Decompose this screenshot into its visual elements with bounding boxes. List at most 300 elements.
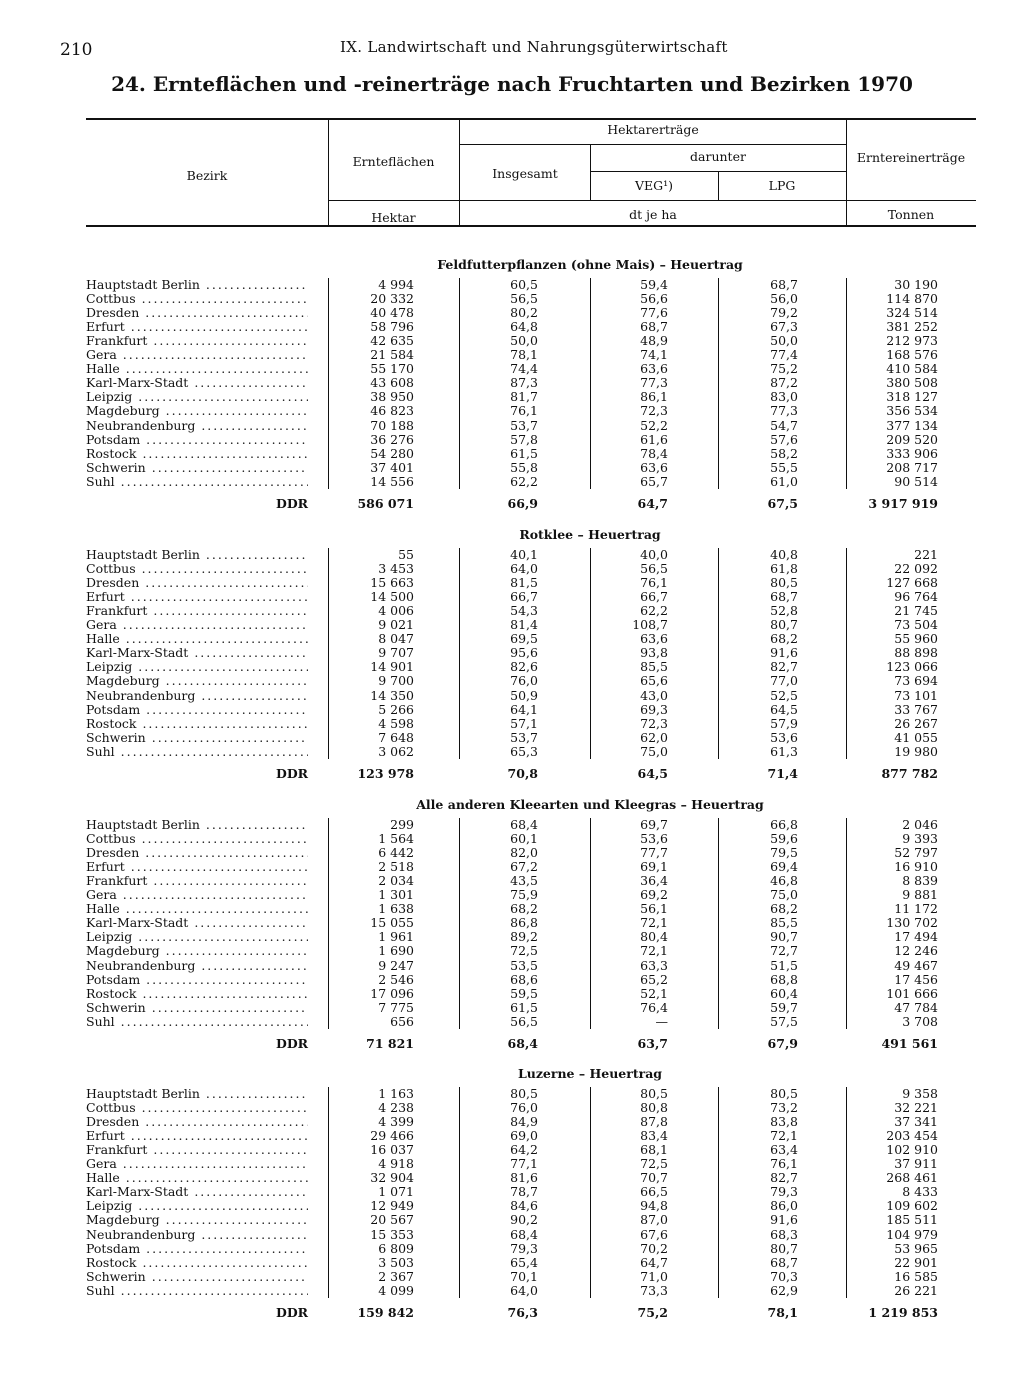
- bezirk-name: Hauptstadt Berlin .....: [86, 278, 308, 292]
- veg-value: 68,7: [640, 319, 668, 335]
- table-row: [86, 447, 976, 461]
- erntereinertrag-value: 73 504: [894, 617, 938, 633]
- veg-value: 65,6: [640, 673, 668, 689]
- veg-value: 73,3: [640, 1282, 668, 1298]
- bezirk-name: Magdeburg .....: [86, 404, 308, 418]
- insgesamt-value: 87,3: [510, 375, 538, 391]
- veg-value: —: [655, 1013, 668, 1029]
- insgesamt-value: 69,0: [510, 1128, 538, 1144]
- insgesamt-value: 86,8: [510, 915, 538, 931]
- ernteflaeche-value: 2 034: [378, 873, 414, 889]
- lpg-value: 80,5: [770, 575, 798, 591]
- insgesamt-value: 81,6: [510, 1170, 538, 1186]
- veg-value: 77,7: [640, 845, 668, 861]
- lpg-value: 46,8: [770, 873, 798, 889]
- ernteflaeche-value: 2 546: [378, 971, 414, 987]
- column-rule: [590, 818, 591, 1029]
- erntereinertrag-value: 208 717: [886, 459, 938, 475]
- insgesamt-value: 81,7: [510, 389, 538, 405]
- lpg-value: 76,1: [770, 1156, 798, 1172]
- bezirk-name: Rostock .....: [86, 987, 308, 1001]
- ernteflaeche-value: 586 071: [357, 495, 414, 511]
- bezirk-name: Schwerin .....: [86, 1270, 308, 1284]
- lpg-value: 83,8: [770, 1114, 798, 1130]
- veg-value: 72,3: [640, 403, 668, 419]
- insgesamt-value: 79,3: [510, 1240, 538, 1256]
- erntereinertrag-value: 410 584: [886, 361, 938, 377]
- table-row: [86, 548, 976, 562]
- erntereinertrag-value: 17 494: [894, 929, 938, 945]
- table-row: [86, 1157, 976, 1171]
- lpg-value: 63,4: [770, 1142, 798, 1158]
- veg-value: 56,6: [640, 291, 668, 307]
- lpg-value: 78,1: [767, 1304, 798, 1320]
- veg-value: 72,1: [640, 943, 668, 959]
- table-row: [86, 1129, 976, 1143]
- table-row: [86, 433, 976, 447]
- column-rule: [459, 548, 460, 759]
- lpg-value: 90,7: [770, 929, 798, 945]
- bezirk-name: Magdeburg .....: [86, 674, 308, 688]
- lpg-value: 61,3: [770, 743, 798, 759]
- table-row: [86, 930, 976, 944]
- ernteflaeche-value: 4 238: [378, 1100, 414, 1116]
- table-row: [86, 874, 976, 888]
- erntereinertrag-value: 127 668: [886, 575, 938, 591]
- col-insgesamt: Insgesamt: [492, 166, 558, 181]
- insgesamt-value: 50,0: [510, 333, 538, 349]
- column-rule: [718, 1087, 719, 1298]
- lpg-value: 68,7: [770, 589, 798, 605]
- table-row: [86, 376, 976, 390]
- table-row: [86, 959, 976, 973]
- bezirk-name: Potsdam .....: [86, 703, 308, 717]
- table-row: [86, 475, 976, 489]
- insgesamt-value: 64,0: [510, 1282, 538, 1298]
- table-row: [86, 419, 976, 433]
- lpg-value: 67,3: [770, 319, 798, 335]
- ernteflaeche-value: 4 994: [378, 277, 414, 292]
- veg-value: 66,5: [640, 1184, 668, 1200]
- ernteflaeche-value: 29 466: [370, 1128, 414, 1144]
- erntereinertrag-value: 2 046: [902, 817, 938, 832]
- insgesamt-value: 70,1: [510, 1268, 538, 1284]
- table-row: [86, 1015, 976, 1029]
- erntereinertrag-value: 3 917 919: [868, 495, 938, 511]
- ernteflaeche-value: 123 978: [357, 765, 414, 781]
- veg-value: 83,4: [640, 1128, 668, 1144]
- erntereinertrag-value: 33 767: [894, 701, 938, 717]
- veg-value: 40,0: [640, 547, 668, 562]
- veg-value: 48,9: [640, 333, 668, 349]
- veg-value: 63,3: [640, 957, 668, 973]
- insgesamt-value: 68,6: [510, 971, 538, 987]
- insgesamt-value: 82,0: [510, 845, 538, 861]
- column-rule: [590, 278, 591, 489]
- veg-value: 56,1: [640, 901, 668, 917]
- bezirk-name: Leipzig .....: [86, 390, 308, 404]
- column-rule: [459, 278, 460, 489]
- insgesamt-value: 76,1: [510, 403, 538, 419]
- lpg-value: 68,2: [770, 901, 798, 917]
- table-row: [86, 1001, 976, 1015]
- bezirk-name: Dresden .....: [86, 306, 308, 320]
- bezirk-name: Neubrandenburg .....: [86, 419, 308, 433]
- table-row: [86, 703, 976, 717]
- erntereinertrag-value: 12 246: [894, 943, 938, 959]
- veg-value: 64,5: [637, 765, 668, 781]
- table-row: [86, 334, 976, 348]
- ernteflaeche-value: 2 518: [378, 859, 414, 875]
- insgesamt-value: 53,5: [510, 957, 538, 973]
- table-row: [86, 292, 976, 306]
- lpg-value: 68,7: [770, 1254, 798, 1270]
- bezirk-name: Halle .....: [86, 1171, 308, 1185]
- insgesamt-value: 78,7: [510, 1184, 538, 1200]
- ernteflaeche-value: 3 453: [378, 561, 414, 577]
- running-title: IX. Landwirtschaft und Nahrungsgüterwirtschaft: [340, 38, 728, 56]
- veg-value: 66,7: [640, 589, 668, 605]
- veg-value: 85,5: [640, 659, 668, 675]
- table-row: [86, 973, 976, 987]
- col-veg: VEG¹): [634, 178, 674, 193]
- insgesamt-value: 65,4: [510, 1254, 538, 1270]
- erntereinertrag-value: 88 898: [894, 645, 938, 661]
- erntereinertrag-value: 19 980: [894, 743, 938, 759]
- bezirk-name: Leipzig .....: [86, 930, 308, 944]
- insgesamt-value: 68,4: [510, 1226, 538, 1242]
- bezirk-name: Magdeburg .....: [86, 1213, 308, 1227]
- veg-value: 71,0: [640, 1268, 668, 1284]
- total-label: DDR: [276, 765, 309, 781]
- veg-value: 64,7: [637, 495, 668, 511]
- column-rule: [459, 1087, 460, 1298]
- veg-value: 80,4: [640, 929, 668, 945]
- bezirk-name: Suhl .....: [86, 1015, 308, 1029]
- bezirk-name: Neubrandenburg .....: [86, 1228, 308, 1242]
- bezirk-name: Suhl .....: [86, 1284, 308, 1298]
- ernteflaeche-value: 7 648: [378, 729, 414, 745]
- veg-value: 72,3: [640, 715, 668, 731]
- erntereinertrag-value: 114 870: [886, 291, 938, 307]
- veg-value: 72,1: [640, 915, 668, 931]
- table-row: [86, 1284, 976, 1298]
- veg-value: 64,7: [640, 1254, 668, 1270]
- veg-value: 86,1: [640, 389, 668, 405]
- erntereinertrag-value: 73 694: [894, 673, 938, 689]
- insgesamt-value: 60,1: [510, 831, 538, 847]
- total-label: DDR: [276, 1304, 309, 1320]
- ernteflaeche-value: 15 055: [370, 915, 414, 931]
- bezirk-name: Rostock .....: [86, 447, 308, 461]
- erntereinertrag-value: 30 190: [894, 277, 938, 292]
- bezirk-name: Gera .....: [86, 618, 308, 632]
- veg-value: 76,1: [640, 575, 668, 591]
- lpg-value: 55,5: [770, 459, 798, 475]
- col-ernteflaechen: Ernteflächen: [352, 154, 435, 169]
- bezirk-name: Schwerin .....: [86, 731, 308, 745]
- lpg-value: 52,5: [770, 687, 798, 703]
- ernteflaeche-value: 58 796: [370, 319, 414, 335]
- col-lpg: LPG: [768, 178, 796, 193]
- bezirk-name: Dresden .....: [86, 1115, 308, 1129]
- veg-value: 77,6: [640, 305, 668, 321]
- lpg-value: 54,7: [770, 417, 798, 433]
- insgesamt-value: 82,6: [510, 659, 538, 675]
- bezirk-name: Neubrandenburg .....: [86, 959, 308, 973]
- insgesamt-value: 74,4: [510, 361, 538, 377]
- table-row: [86, 1270, 976, 1284]
- lpg-value: 85,5: [770, 915, 798, 931]
- bezirk-name: Karl-Marx-Stadt .....: [86, 916, 308, 930]
- erntereinertrag-value: 16 910: [894, 859, 938, 875]
- insgesamt-value: 80,5: [510, 1086, 538, 1101]
- lpg-value: 59,7: [770, 999, 798, 1015]
- lpg-value: 77,4: [770, 347, 798, 363]
- unit-dt-je-ha: dt je ha: [629, 207, 677, 222]
- ernteflaeche-value: 15 353: [370, 1226, 414, 1242]
- table-row: [86, 576, 976, 590]
- column-rule: [846, 548, 847, 759]
- lpg-value: 79,5: [770, 845, 798, 861]
- insgesamt-value: 64,0: [510, 561, 538, 577]
- ernteflaeche-value: 1 301: [378, 887, 414, 903]
- erntereinertrag-value: 53 965: [894, 1240, 938, 1256]
- table-row: [86, 320, 976, 334]
- table-row: [86, 944, 976, 958]
- bezirk-name: Schwerin .....: [86, 461, 308, 475]
- ernteflaeche-value: 14 556: [370, 473, 414, 489]
- column-rule: [459, 818, 460, 1029]
- table-row: [86, 1143, 976, 1157]
- insgesamt-value: 64,1: [510, 701, 538, 717]
- table-row: [86, 1101, 976, 1115]
- bezirk-name: Cottbus .....: [86, 292, 308, 306]
- ernteflaeche-value: 55: [398, 547, 414, 562]
- insgesamt-value: 76,0: [510, 673, 538, 689]
- veg-value: 74,1: [640, 347, 668, 363]
- ernteflaeche-value: 299: [390, 817, 414, 832]
- veg-value: 76,4: [640, 999, 668, 1015]
- bezirk-name: Halle .....: [86, 902, 308, 916]
- col-darunter: darunter: [690, 149, 746, 164]
- erntereinertrag-value: 268 461: [886, 1170, 938, 1186]
- lpg-value: 68,7: [770, 277, 798, 292]
- ernteflaeche-value: 43 608: [370, 375, 414, 391]
- col-hektarertraege: Hektarerträge: [607, 122, 699, 137]
- table-row: [86, 306, 976, 320]
- table-row: [86, 618, 976, 632]
- bezirk-name: Magdeburg .....: [86, 944, 308, 958]
- veg-value: 59,4: [640, 277, 668, 292]
- erntereinertrag-value: 22 901: [894, 1254, 938, 1270]
- header-top-rule: [86, 118, 976, 120]
- insgesamt-value: 78,1: [510, 347, 538, 363]
- lpg-value: 50,0: [770, 333, 798, 349]
- veg-value: 75,0: [640, 743, 668, 759]
- column-rule: [328, 548, 329, 759]
- table-row: [86, 660, 976, 674]
- bezirk-name: Suhl .....: [86, 745, 308, 759]
- column-rule: [718, 548, 719, 759]
- lpg-value: 82,7: [770, 659, 798, 675]
- insgesamt-value: 60,5: [510, 277, 538, 292]
- insgesamt-value: 80,2: [510, 305, 538, 321]
- erntereinertrag-value: 32 221: [894, 1100, 938, 1116]
- column-rule: [846, 1087, 847, 1298]
- ernteflaeche-value: 159 842: [357, 1304, 414, 1320]
- table-row: [86, 916, 976, 930]
- lpg-value: 61,8: [770, 561, 798, 577]
- insgesamt-value: 90,2: [510, 1212, 538, 1228]
- veg-value: 72,5: [640, 1156, 668, 1172]
- veg-value: 80,8: [640, 1100, 668, 1116]
- ernteflaeche-value: 36 276: [370, 431, 414, 447]
- lpg-value: 68,3: [770, 1226, 798, 1242]
- ernteflaeche-value: 9 700: [378, 673, 414, 689]
- lpg-value: 60,4: [770, 985, 798, 1001]
- ernteflaeche-value: 37 401: [370, 459, 414, 475]
- table-row: [86, 717, 976, 731]
- total-label: DDR: [276, 495, 309, 511]
- ernteflaeche-value: 42 635: [370, 333, 414, 349]
- unit-tonnen: Tonnen: [887, 207, 935, 222]
- bezirk-name: Neubrandenburg .....: [86, 689, 308, 703]
- ernteflaeche-value: 15 663: [370, 575, 414, 591]
- ernteflaeche-value: 4 918: [378, 1156, 414, 1172]
- bezirk-name: Gera .....: [86, 1157, 308, 1171]
- table-row: [86, 1115, 976, 1129]
- veg-value: 62,0: [640, 729, 668, 745]
- bezirk-name: Halle .....: [86, 362, 308, 376]
- veg-value: 94,8: [640, 1198, 668, 1214]
- lpg-value: 75,2: [770, 361, 798, 377]
- lpg-value: 57,5: [770, 1013, 798, 1029]
- lpg-value: 68,2: [770, 631, 798, 647]
- erntereinertrag-value: 37 911: [894, 1156, 938, 1172]
- lpg-value: 91,6: [770, 1212, 798, 1228]
- column-rule: [590, 1087, 591, 1298]
- insgesamt-value: 57,1: [510, 715, 538, 731]
- insgesamt-value: 84,6: [510, 1198, 538, 1214]
- table-row: [86, 632, 976, 646]
- erntereinertrag-value: 22 092: [894, 561, 938, 577]
- insgesamt-value: 40,1: [510, 547, 538, 562]
- erntereinertrag-value: 52 797: [894, 845, 938, 861]
- lpg-value: 53,6: [770, 729, 798, 745]
- table-row: [86, 1213, 976, 1227]
- erntereinertrag-value: 47 784: [894, 999, 938, 1015]
- lpg-value: 77,3: [770, 403, 798, 419]
- insgesamt-value: 65,3: [510, 743, 538, 759]
- ernteflaeche-value: 40 478: [370, 305, 414, 321]
- lpg-value: 72,1: [770, 1128, 798, 1144]
- ernteflaeche-value: 32 904: [370, 1170, 414, 1186]
- erntereinertrag-value: 16 585: [894, 1268, 938, 1284]
- ernteflaeche-value: 8 047: [378, 631, 414, 647]
- insgesamt-value: 89,2: [510, 929, 538, 945]
- insgesamt-value: 59,5: [510, 985, 538, 1001]
- lpg-value: 71,4: [767, 765, 798, 781]
- ernteflaeche-value: 4 598: [378, 715, 414, 731]
- erntereinertrag-value: 37 341: [894, 1114, 938, 1130]
- veg-value: 70,7: [640, 1170, 668, 1186]
- ernteflaeche-value: 9 247: [378, 957, 414, 973]
- table-row: [86, 404, 976, 418]
- lpg-value: 75,0: [770, 887, 798, 903]
- insgesamt-value: 66,7: [510, 589, 538, 605]
- lpg-value: 57,9: [770, 715, 798, 731]
- insgesamt-value: 67,2: [510, 859, 538, 875]
- lpg-value: 59,6: [770, 831, 798, 847]
- lpg-value: 91,6: [770, 645, 798, 661]
- section-title: Rotklee – Heuertrag: [519, 527, 661, 542]
- table-row: [86, 846, 976, 860]
- lpg-value: 67,5: [767, 495, 798, 511]
- veg-value: 65,7: [640, 473, 668, 489]
- ernteflaeche-value: 6 809: [378, 1240, 414, 1256]
- bezirk-name: Leipzig .....: [86, 1199, 308, 1213]
- table-row: [86, 390, 976, 404]
- ernteflaeche-value: 2 367: [378, 1268, 414, 1284]
- lpg-value: 73,2: [770, 1100, 798, 1116]
- erntereinertrag-value: 104 979: [886, 1226, 938, 1242]
- column-rule: [328, 1087, 329, 1298]
- ernteflaeche-value: 14 901: [370, 659, 414, 675]
- bezirk-name: Erfurt .....: [86, 590, 308, 604]
- table-row: [86, 818, 976, 832]
- veg-value: 36,4: [640, 873, 668, 889]
- lpg-value: 79,2: [770, 305, 798, 321]
- lpg-value: 68,8: [770, 971, 798, 987]
- veg-value: 56,5: [640, 561, 668, 577]
- erntereinertrag-value: 318 127: [886, 389, 938, 405]
- insgesamt-value: 43,5: [510, 873, 538, 889]
- column-rule: [846, 818, 847, 1029]
- insgesamt-value: 56,5: [510, 291, 538, 307]
- erntereinertrag-value: 333 906: [886, 445, 938, 461]
- erntereinertrag-value: 41 055: [894, 729, 938, 745]
- insgesamt-value: 64,8: [510, 319, 538, 335]
- lpg-value: 69,4: [770, 859, 798, 875]
- veg-value: 69,1: [640, 859, 668, 875]
- table-row: [86, 987, 976, 1001]
- insgesamt-value: 62,2: [510, 473, 538, 489]
- insgesamt-value: 76,3: [507, 1304, 538, 1320]
- veg-value: 43,0: [640, 687, 668, 703]
- veg-value: 63,6: [640, 361, 668, 377]
- insgesamt-value: 68,4: [510, 817, 538, 832]
- insgesamt-value: 53,7: [510, 417, 538, 433]
- lpg-value: 61,0: [770, 473, 798, 489]
- insgesamt-value: 68,2: [510, 901, 538, 917]
- ernteflaeche-value: 17 096: [370, 985, 414, 1001]
- insgesamt-value: 53,7: [510, 729, 538, 745]
- lpg-value: 67,9: [767, 1035, 798, 1051]
- lpg-value: 82,7: [770, 1170, 798, 1186]
- bezirk-name: Hauptstadt Berlin .....: [86, 818, 308, 832]
- total-label: DDR: [276, 1035, 309, 1051]
- bezirk-name: Erfurt .....: [86, 1129, 308, 1143]
- lpg-value: 58,2: [770, 445, 798, 461]
- table-row: [86, 902, 976, 916]
- erntereinertrag-value: 26 267: [894, 715, 938, 731]
- lpg-value: 62,9: [770, 1282, 798, 1298]
- veg-value: 63,6: [640, 631, 668, 647]
- erntereinertrag-value: 9 881: [902, 887, 938, 903]
- veg-value: 69,2: [640, 887, 668, 903]
- table-row: [86, 362, 976, 376]
